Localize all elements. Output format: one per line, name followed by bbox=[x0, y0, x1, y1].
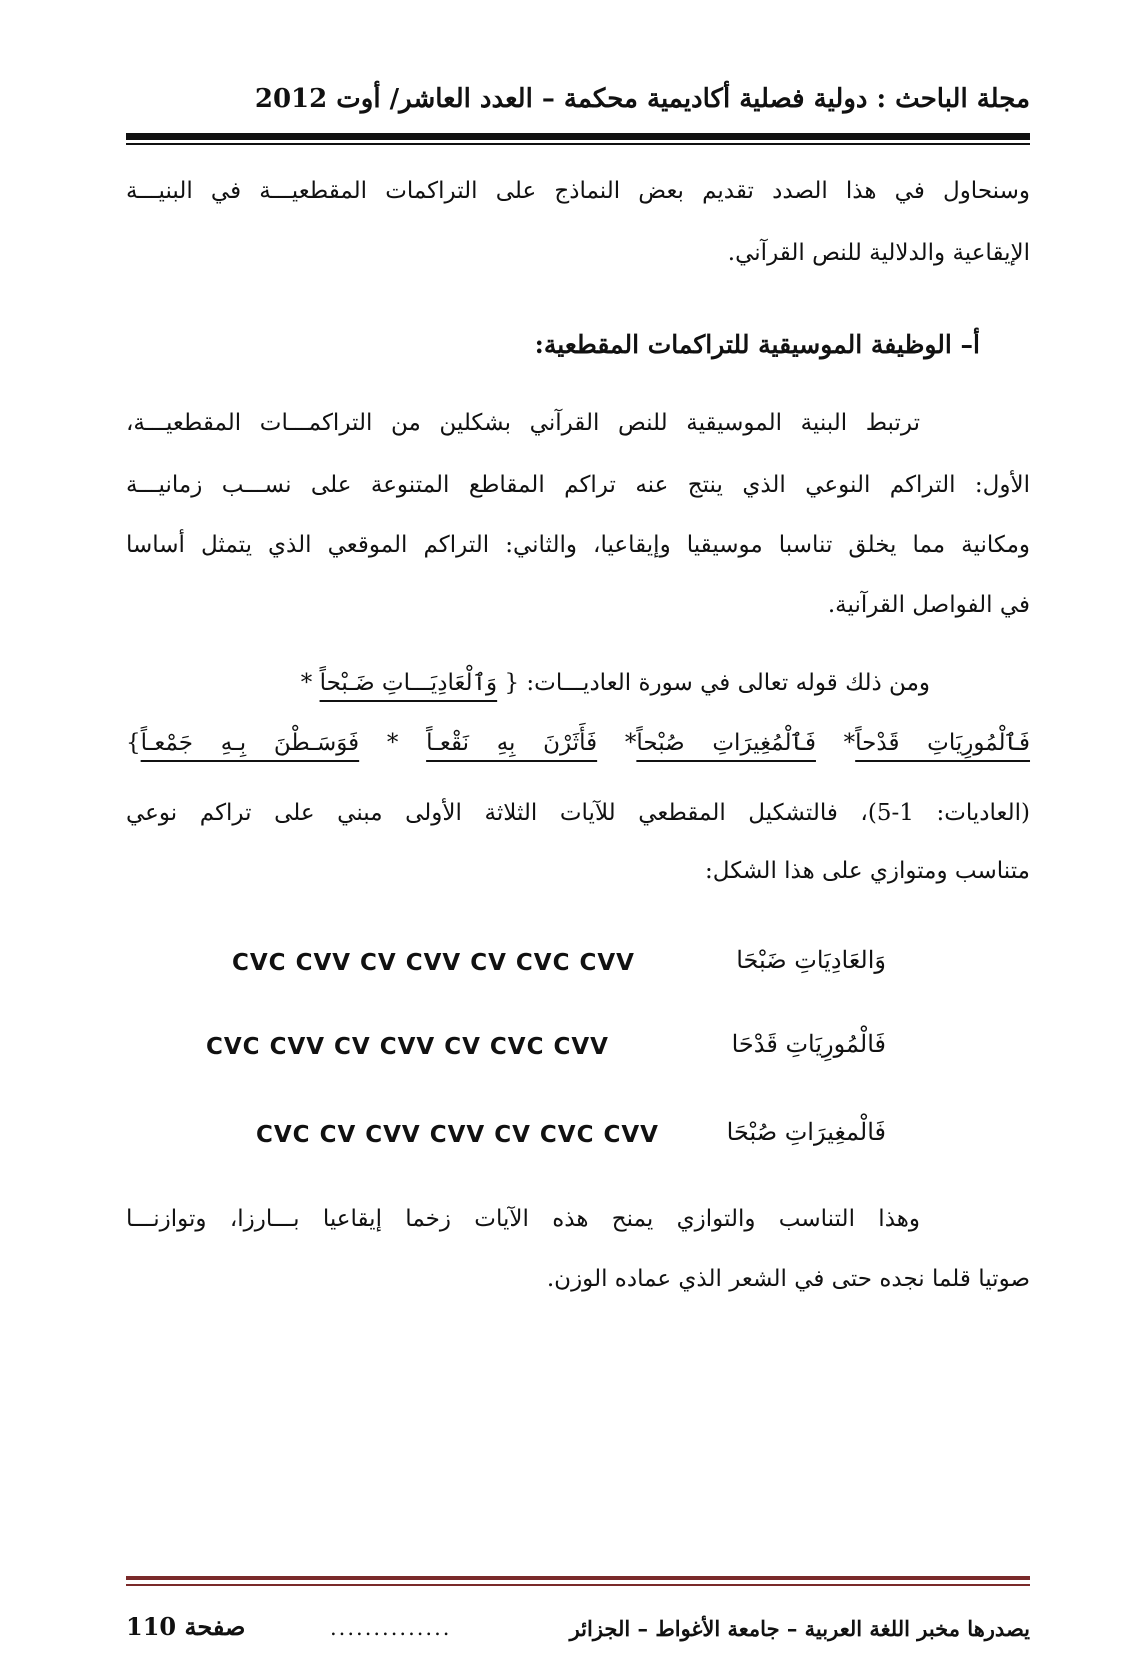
verse-separator: * bbox=[386, 730, 399, 756]
syllable-pattern-row bbox=[126, 946, 1030, 990]
intro-line-2: الإيقاعية والدلالية للنص القرآني. bbox=[727, 240, 1030, 266]
header-rule-thick bbox=[126, 133, 1030, 140]
paragraph3-line-2: صوتيا قلما نجده حتى في الشعر الذي عماده الوزن. bbox=[546, 1266, 1030, 1292]
verse-separator: * bbox=[624, 730, 637, 756]
verse-intro: ومن ذلك قوله تعالى في سورة العاديـــات: { bbox=[504, 670, 930, 696]
pattern-code: CVC CVV CV CVV CV CVC CVV bbox=[232, 950, 635, 976]
verse-close-brace: } bbox=[126, 730, 141, 756]
footer-publisher: يصدرها مخبر اللغة العربية – جامعة الأغواط – الجزائر bbox=[569, 1616, 1030, 1641]
footer-rule-thin bbox=[126, 1584, 1030, 1586]
verse-separator: * bbox=[300, 670, 313, 696]
verse-al-muriyat: فَٱلْمُورِيَاتِ قَدْحاً bbox=[855, 730, 1031, 756]
footer-rule bbox=[126, 1576, 1030, 1580]
paragraph1-line-1: ترتبط البنية الموسيقية للنص القرآني بشكلين من التراكمـــات المقطعيـــة، bbox=[126, 410, 920, 436]
pattern-verse: فَالْمغِيرَاتِ صُبْحَا bbox=[726, 1118, 886, 1146]
section-heading: أ– الوظيفة الموسيقية للتراكمات المقطعية: bbox=[534, 330, 980, 359]
verse-fa-atharna: فَأَثَرْنَ بِهِ نَقْعـاً bbox=[426, 730, 598, 756]
syllable-pattern-row bbox=[126, 1118, 1030, 1162]
footer-dots: .............. bbox=[330, 1616, 452, 1640]
verse-separator: * bbox=[843, 730, 856, 756]
verse-al-adiyat: وَٱلْعَادِيَـــاتِ ضَـبْحاً bbox=[319, 670, 498, 696]
paragraph1-line-4: في الفواصل القرآنية. bbox=[827, 592, 1030, 618]
pattern-verse: وَالعَادِيَاتِ ضَبْحَا bbox=[736, 946, 886, 974]
paragraph2-line-4: متناسب ومتوازي على هذا الشكل: bbox=[705, 858, 1030, 884]
paragraph1-line-2: الأول: التراكم النوعي الذي ينتج عنه تراكم المقاطع المتنوعة على نســـب زمانيـــة bbox=[126, 472, 1030, 498]
paragraph2-line-3: (العاديات: 1-5)، فالتشكيل المقطعي للآيات الثلاثة الأولى مبني على تراكم نوعي bbox=[126, 800, 1030, 826]
pattern-verse: فَالْمُورِيَاتِ قَدْحَا bbox=[731, 1030, 886, 1058]
intro-line-1: وسنحاول في هذا الصدد تقديم بعض النماذج على التراكمات المقطعيـــة في البنيـــة bbox=[126, 178, 1030, 204]
paragraph1-line-3: ومكانية مما يخلق تناسبا موسيقيا وإيقاعيا، والثاني: التراكم الموقعي الذي يتمثل أساسا bbox=[126, 532, 1030, 558]
syllable-pattern-row bbox=[126, 1030, 1030, 1074]
header-rule-thin bbox=[126, 143, 1030, 145]
journal-header: مجلة الباحث : دولية فصلية أكاديمية محكمة – العدد العاشر/ أوت 2012 bbox=[254, 84, 1030, 114]
pattern-code: CVC CV CVV CVV CV CVC CVV bbox=[256, 1122, 659, 1148]
quran-verse-line-1 bbox=[126, 670, 930, 698]
verse-al-mughirat: فَٱلْمُغِيرَاتِ صُبْحاً bbox=[636, 730, 816, 756]
pattern-code: CVC CVV CV CVV CV CVC CVV bbox=[206, 1034, 609, 1060]
quran-verse-line-2 bbox=[126, 730, 1030, 758]
verse-fa-wasatna: فَوَسَـطْنَ بِـهِ جَمْعـاً bbox=[140, 730, 360, 756]
paragraph3-line-1: وهذا التناسب والتوازي يمنح هذه الآيات زخما إيقاعيا بـــارزا، وتوازنـــا bbox=[126, 1206, 920, 1232]
page-number: صفحة 110 bbox=[126, 1612, 246, 1641]
